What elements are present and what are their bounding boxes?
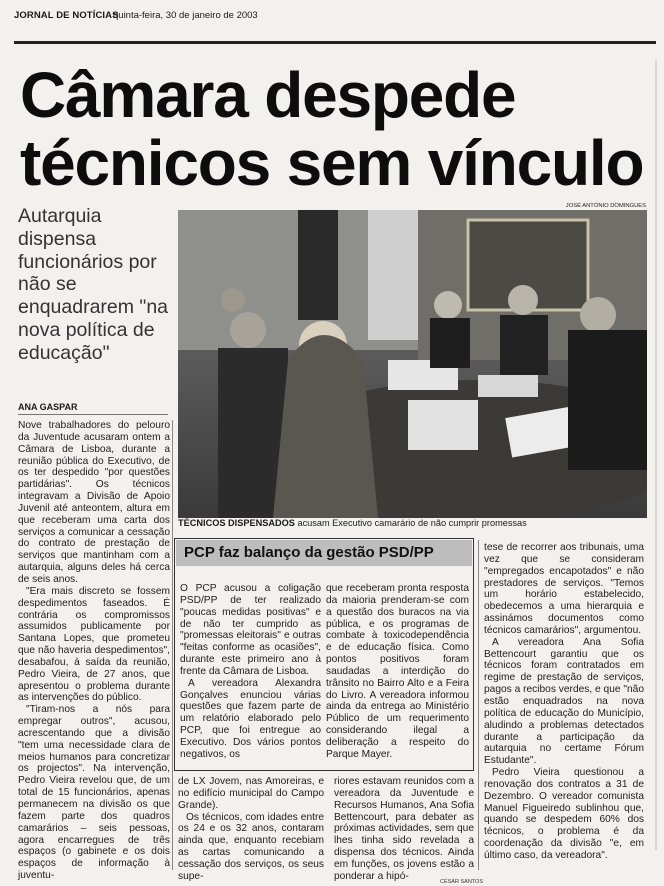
page-edge: [655, 60, 657, 850]
article-column-4: [484, 542, 644, 862]
paragraph: A vereadora Alexandra Gonçalves enunciou várias questões que fazem parte de um relatório elaborado pelo PCP, que foi entregue ao Executivo. Dos vários pontos negativos, os: [180, 677, 321, 760]
paragraph: de LX Jovem, nas Amoreiras, e no edifício municipal do Campo Grande).: [178, 776, 324, 811]
paragraph: Os técnicos, com idades entre os 24 e os 32 anos, contaram ainda que, enquanto recebiam as cartas comunicando a cessação dos serviços, os seus supe-: [178, 811, 324, 882]
sidebar-column-2: [326, 583, 469, 761]
paragraph: Nove trabalhadores do pelouro da Juventude acusaram ontem a Câmara de Lisboa, durante a reunião pública do Executivo, de os ter despedido "por questões partidárias". Os técnicos integravam a Divisão de Apoio Juvenil até anteontem, altura em que receberam uma carta dos serviços a comunicar a cessação do contrato de prestação de serviços que mantinham com a autarquia, alguns deles há cerca de seis anos.: [18, 420, 170, 585]
meeting-photo: [178, 210, 647, 518]
headline-line-1: Câmara despede: [20, 59, 516, 131]
paragraph: Pedro Vieira questionou a renovação dos contratos a 31 de Dezembro. O vereador comunista Manuel Figueiredo sublinhou que, quando se despedem 60% dos técnicos, o problema é da coordenação da divisão "e, em último caso, da vereadora".: [484, 767, 644, 861]
column-divider: [172, 420, 173, 870]
headline-line-2: técnicos sem vínculo: [20, 127, 644, 199]
paragraph: "Era mais discreto se fossem despedimentos faseados. É contrária os compromissos assumidos publicamente por Santana Lopes, que prometeu que não haveria despedimentos", desabafou, à saída da reunião, Pedro Vieira, de 27 anos, que apresentou o problema durante as intervenções do público.: [18, 585, 170, 704]
sidebar-column-1: [180, 583, 321, 761]
column-divider: [478, 540, 479, 870]
article-column-3: [334, 776, 474, 883]
sidebar-title: PCP faz balanço da gestão PSD/PP: [176, 540, 472, 566]
photo-credit: JOSÉ ANTÓNIO DOMINGUES: [565, 203, 646, 209]
paragraph: A vereadora Ana Sofia Bettencourt garantiu que os técnicos foram contratados em regime de prestação de serviços, pagos a recibos verdes, e que "não estão enquadrados na nova política de educação do Município, aludindo a problemas detectados durante a participação da autarquia no certame Fórum Estudante".: [484, 636, 644, 767]
article-column-1: [18, 420, 170, 882]
article-column-2: [178, 776, 324, 883]
caption-text: acusam Executivo camarário de não cumprir promessas: [294, 518, 527, 528]
caption-lead: TÉCNICOS DISPENSADOS: [178, 518, 295, 528]
paragraph: "Tiram-nos a nós para empregar outros", acusou, acrescentando que a divisão "tem uma necessidade clara de meios humanos para concretizar os projectos". Na intervenção, Pedro Vieira revelou que, de um total de 15 funcionários, apenas permanecem na divisão os que fazem parte dos quadros camarários – seis pessoas, agora encarregues de três espaços (o gabinete e os dois espaços de informação à juventu-: [18, 704, 170, 882]
paragraph: O PCP acusou a coligação PSD/PP de ter realizado "poucas medidas positivas" e de não ter cumprido as "promessas eleitorais" e outras "feitas conforme as ocasiões", durante este primeiro ano à frente da Câmara de Lisboa.: [180, 583, 321, 677]
header-rule: [14, 41, 656, 44]
newspaper-name: JORNAL DE NOTÍCIAS: [14, 10, 119, 21]
photo-caption: [178, 517, 648, 529]
issue-date: quinta-feira, 30 de janeiro de 2003: [113, 10, 258, 21]
footer-credit: CÉSAR SANTOS: [440, 879, 483, 885]
subtitle: Autarquia dispensa funcionários por não se enquadrarem "na nova política de educação": [18, 205, 169, 364]
meeting-photo-illustration: [178, 210, 647, 518]
byline: ANA GASPAR: [18, 402, 78, 412]
paragraph: que receberam pronta resposta da maioria prenderam-se com a questão dos buracos na via pública, e os programas de combate à toxicodependência e de educação física. Como pontos positivos foram saudadas a interdição do trânsito no Bairro Alto e a Feira do Livro. A vereadora informou ainda da entrega ao Ministério Público de um requerimento considerando ilegal a deliberação a respeito do Parque Mayer.: [326, 583, 469, 760]
paragraph: riores estavam reunidos com a vereadora da Juventude e Recursos Humanos, Ana Sofia Bettencourt, para debater as próximas actividades, sem que lhes tinha sido revelada a dispensa dos técnicos. Ainda em funções, os jovens estão a ponderar a hipó-: [334, 776, 474, 882]
byline-rule: [18, 414, 168, 415]
paragraph: tese de recorrer aos tribunais, uma vez que se consideram "empregados encapotados" e não prestadores de serviços. "Temos um horário estabelecido, obedecemos a uma hierarquia e assinámos documentos como técnicos camarários", argumentou.: [484, 542, 644, 636]
